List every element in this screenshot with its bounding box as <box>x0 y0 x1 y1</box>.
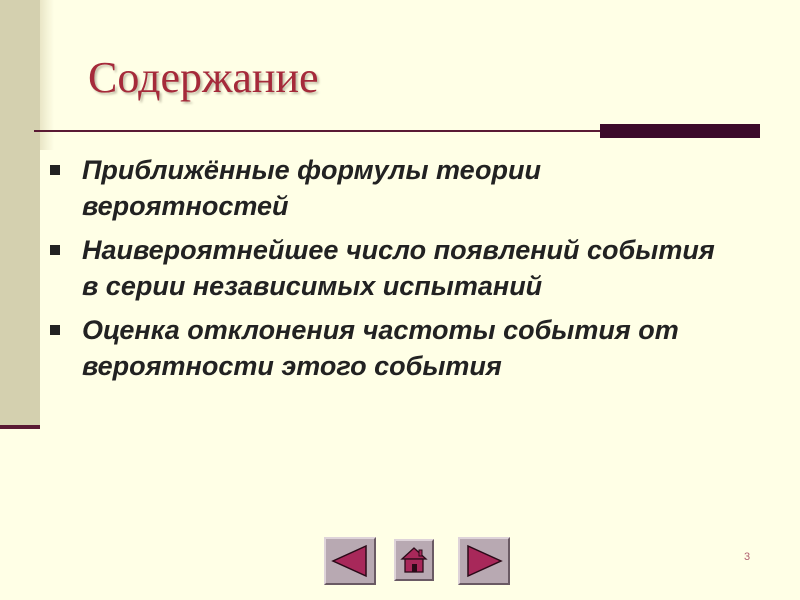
left-band-shadow <box>40 0 54 150</box>
right-triangle-icon <box>464 544 504 578</box>
left-band-bottom-accent <box>0 425 40 429</box>
bullet-item <box>48 232 728 304</box>
slide-title: Содержание <box>88 53 319 102</box>
bullet-item <box>48 312 728 384</box>
square-bullet-icon <box>50 325 60 335</box>
bullet-text: Наивероятнейшее число появлений события в серии независимых испытаний <box>82 235 715 301</box>
title-divider-accent-bar <box>600 124 760 138</box>
page-number: 3 <box>744 551 751 563</box>
previous-slide-button[interactable] <box>324 537 376 585</box>
bullet-text: Оценка отклонения частоты события от вероятности этого события <box>82 315 679 381</box>
square-bullet-icon <box>50 245 60 255</box>
home-button[interactable] <box>394 539 434 581</box>
next-slide-button[interactable] <box>458 537 510 585</box>
bullet-text: Приближённые формулы теории вероятностей <box>82 155 541 221</box>
bullet-item <box>48 152 728 224</box>
house-icon <box>399 545 429 575</box>
left-decorative-band <box>0 0 40 428</box>
bullet-list <box>48 152 728 392</box>
title-divider-line <box>34 130 600 132</box>
left-triangle-icon <box>330 544 370 578</box>
square-bullet-icon <box>50 165 60 175</box>
